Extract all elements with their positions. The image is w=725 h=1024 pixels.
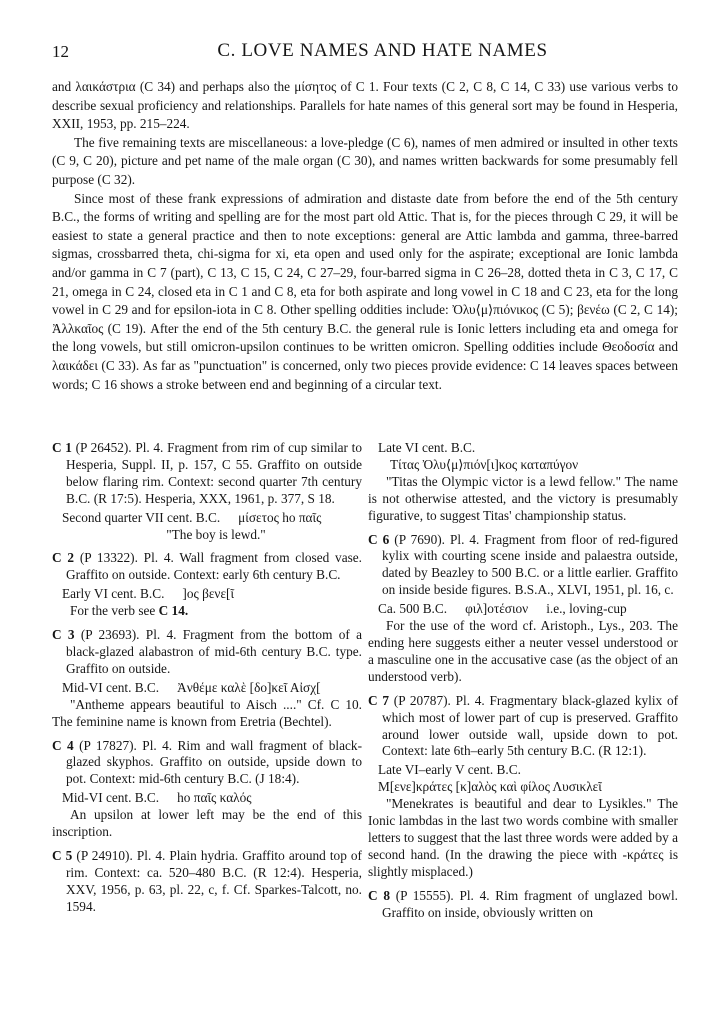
catalog-entry-c2 [52,550,362,620]
entry-id: C 8 [368,887,390,903]
catalog-left-column [52,440,362,923]
catalog-entry-c4 [52,738,362,841]
entry-description: (P 26452). Pl. 4. Fragment from rim of cup similar to Hesperia, Suppl. II, p. 157, C 55. Graffito on outside below flaring rim. Context: second quarter 7th century B.C. (R 17:5). Hesperia, XXX, 1961, p. 377, S 18. [66,440,362,506]
entry-date: Mid-VI cent. B.C. [62,679,160,695]
intro-paragraph: and λαικάστρια (C 34) and perhaps also the μίσητος of C 1. Four texts (C 2, C 8, C 14, C 33) use various verbs to describe sexual proficiency and relationships. Parallels for hate names of this general sort may be found in Hesperia, XXII, 1953, pp. 215–224. [52,79,678,132]
entry-description: (P 13322). Pl. 4. Wall fragment from closed vase. Graffito on outside. Context: early 6th century B.C. [66,550,363,583]
entry-id: C 4 [52,737,74,753]
entry-translation: "Menekrates is beautiful and dear to Lysikles." The Ionic lambdas in the last two words combine with smaller letters to suggest that the last three words were added by a second hand. (In the drawing the piece with -κράτες is slightly misplaced.) [368,796,678,879]
entry-greek: Ἀνθέμε καλὲ [δο]κεῖ Αἰσχ[ [177,679,321,695]
entry-date: Late VI–early V cent. B.C. [378,762,521,778]
entry-note: For the use of the word cf. Aristoph., Lys., 203. The ending here suggests either a neuter vessel understood or a masculine one in the accusative case (as the object of an understood verb). [368,618,678,684]
entry-date: Mid-VI cent. B.C. [62,790,160,806]
intro-text [52,78,678,394]
catalog-entry-c5 [52,848,362,916]
catalog-entry-c8 [368,888,678,922]
entry-description: (P 7690). Pl. 4. Fragment from floor of red-figured kylix with courting scene inside and palaestra outside, dated by Beazley to 500 B.C. or a little earlier. Graffito on inside beside figures. B.S.A., XLVI, 1951, pl. 16, c. [382,531,678,598]
entry-greek: Τίτας Ὀλυ⟨μ⟩πιόν[ι]κος καταπύγον [390,456,579,472]
entry-greek: hο παῖς καλός [177,790,252,806]
entry-id: C 6 [368,531,390,547]
entry-translation: "Titas the Olympic victor is a lewd fellow." The name is not otherwise attested, and the victory is presumably figurative, to suggest Titas' championship status. [368,473,678,523]
intro-paragraph: The five remaining texts are miscellaneous: a love-pledge (C 6), names of men admired or insulted in other texts (C 9, C 20), picture and pet name of the male organ (C 30), and names written backwards for some presumably fell purpose (C 32). [52,134,678,187]
entry-id: C 2 [52,550,75,566]
intro-paragraph: Since most of these frank expressions of admiration and distaste date from before the end of the 5th century B.C., the forms of writing and spelling are for the most part old Attic. That is, for the pieces through C 29, it will be easiest to state a general practice and then to note exceptions: general are Attic lambda and gamma, three-barred sigmas, crossbarred theta, chi-sigma for xi, eta open and used only for the aspirate; exceptional are Ionic lambda and/or gamma in C 7 (part), C 13, C 15, C 24, C 27–29, four-barred sigma in C 26–28, dotted theta in C 3, C 17, C 21, omega in C 24, closed eta in C 1 and C 8, eta for both aspirate and long vowel in C 18 and C 23, eta for the long vowel in C 29 and for epsilon-iota in C 8. Other spelling oddities include: Ὀλυ⟨μ⟩πιόνικος (C 5); βενέω (C 2, C 14); Ἀλλκαῖος (C 19). After the end of the 5th century B.C. the general rule is Ionic letters including eta and omega for the long vowels, but still omicron-upsilon continues to be written omicron. Spelling oddities include Θεοδοσία and λαικάδει (C 33). As far as "punctuation" is concerned, only two pieces provide evidence: C 14 leaves spaces between words; C 16 shows a stroke between end and beginning of a circular text. [52,190,678,392]
catalog-entry-c5-continued [368,440,678,525]
entry-date: Late VI cent. B.C. [378,440,476,455]
entry-translation: "The boy is lewd." [166,526,266,542]
page-number: 12 [52,42,69,61]
entry-id: C 3 [52,627,75,643]
catalog-entry-c3 [52,627,362,730]
entry-date: Ca. 500 B.C. [378,601,448,617]
entry-date: Second quarter VII cent. B.C. [62,509,221,525]
running-head: C. LOVE NAMES AND HATE NAMES [217,40,548,61]
entry-note: For the verb see [70,603,156,619]
entry-description: (P 23693). Pl. 4. Fragment from the bottom of a black-glazed alabastron of mid-6th century B.C. type. Graffito on outside. [66,627,363,676]
catalog-entry-c6 [368,532,678,686]
entry-description: (P 20787). Pl. 4. Fragmentary black-glazed kylix of which most of lower part of cup is preserved. Graffito around lower outside wall, upside down to pot. Context: late 6th–early 5th century B.C. (R 12:1). [382,692,679,759]
entry-description: (P 15555). Pl. 4. Rim fragment of unglazed bowl. Graffito on inside, obviously written on [382,887,678,920]
entry-date: Early VI cent. B.C. [62,586,165,602]
entry-greek: μίσετος hο παῖς [238,509,322,525]
entry-id: C 7 [368,692,390,708]
entry-greek: φιλ]οτέσιον [465,601,529,617]
catalog-entry-c7 [368,693,678,881]
catalog-entry-c1 [52,440,362,543]
entry-description: (P 17827). Pl. 4. Rim and wall fragment of black-glazed skyphos. Graffito on outside, upside down to pot. Context: mid-6th century B.C. (J 18:4). [66,737,363,787]
entry-greek: Μ[ενε]κράτες [κ]αλὸς καὶ φίλος Λυσικλεῖ [378,779,602,795]
catalog-right-column [368,440,678,928]
entry-greek: ]ος βενε[ῖ [182,586,235,602]
entry-description: (P 24910). Pl. 4. Plain hydria. Graffito around top of rim. Context: ca. 520–480 B.C. (R 12:4). Hesperia, XXV, 1956, p. 63, pl. 22, c, f. Cf. Sparkes-Talcott, no. 1594. [66,847,362,914]
entry-id: C 1 [52,440,72,455]
entry-gloss: i.e., loving-cup [546,601,627,617]
entry-id: C 5 [52,847,73,863]
entry-cross-reference: C 14. [158,603,189,619]
entry-translation: "Antheme appears beautiful to Aisch ...." Cf. C 10. The feminine name is known from Eretria (Bechtel). [52,696,362,729]
entry-note: An upsilon at lower left may be the end of this inscription. [52,807,362,840]
